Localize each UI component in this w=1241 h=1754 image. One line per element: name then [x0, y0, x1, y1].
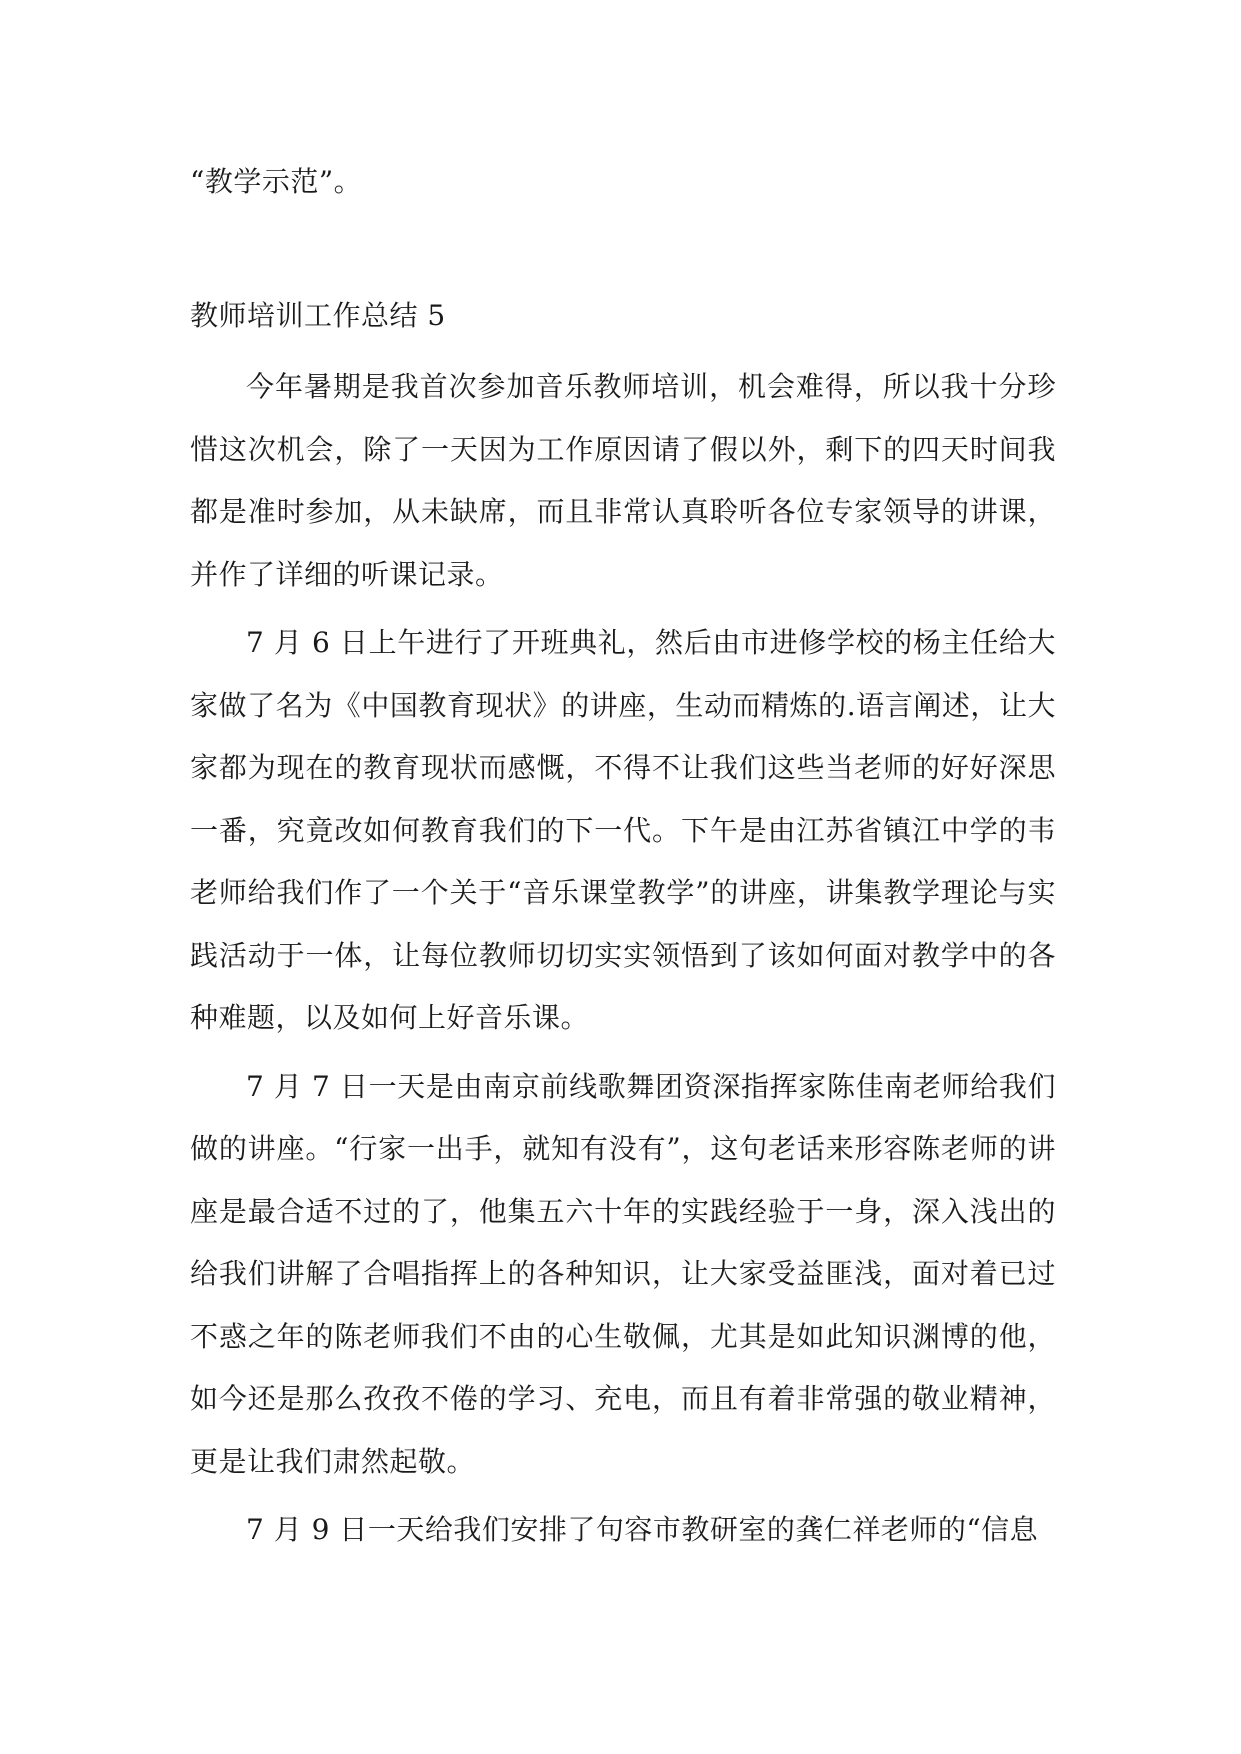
section-title: 教师培训工作总结 5	[190, 299, 446, 332]
paragraph: 7 月 7 日一天是由南京前线歌舞团资深指挥家陈佳南老师给我们做的讲座。“行家一出手，就知有没有”，这句老话来形容陈老师的讲座是最合适不过的了，他集五六十年的实践经验于一身，深入浅出的给我们讲解了合唱指挥上的各种知识，让大家受益匪浅，面对着已过不惑之年的陈老师我们不由的心生敬佩，尤其是如此知识渊博的他，如今还是那么孜孜不倦的学习、充电，而且有着非常强的敬业精神，更是让我们肃然起敬。	[190, 1069, 1056, 1478]
paragraph: 今年暑期是我首次参加音乐教师培训，机会难得，所以我十分珍惜这次机会，除了一天因为工作原因请了假以外，剩下的四天时间我都是准时参加，从未缺席，而且非常认真聆听各位专家领导的讲课，并作了详细的听课记录。	[190, 370, 1056, 591]
body-text	[190, 356, 1056, 1568]
paragraph: 7 月 6 日上午进行了开班典礼，然后由市进修学校的杨主任给大家做了名为《中国教育现状》的讲座，生动而精炼的.语言阐述，让大家都为现在的教育现状而感慨，不得不让我们这些当老师的好好深思一番，究竟改如何教育我们的下一代。下午是由江苏省镇江中学的韦老师给我们作了一个关于“音乐课堂教学”的讲座，讲集教学理论与实践活动于一体，让每位教师切切实实领悟到了该如何面对教学中的各种难题，以及如何上好音乐课。	[190, 626, 1056, 1034]
paragraph: 7 月 9 日一天给我们安排了句容市教研室的龚仁祥老师的“信息	[246, 1513, 1039, 1546]
continuation-line: “教学示范”。	[190, 165, 363, 198]
